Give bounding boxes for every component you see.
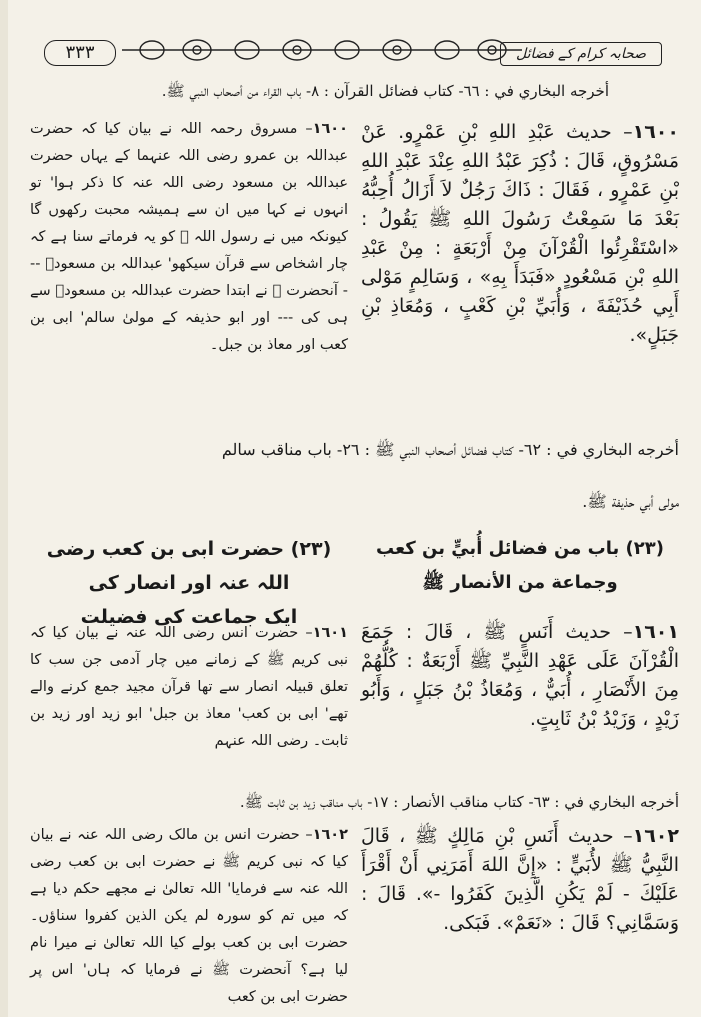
book-title: صحابہ کرام کے فضائل xyxy=(500,42,662,66)
hadith-text: – حديث عَبْدِ اللهِ بْنِ عَمْرٍو. عَنْ مَسْرُوقٍ، قَالَ : ذُكِرَ عَبْدُ اللهِ عِنْدَ عَبْدِ اللهِ بْنِ عَمْرٍو ، فَقَالَ : ذَاكَ رَجُلٌ لاَ أَزَالُ أُحِبُّهُ بَعْدَ مَا سَمِعْتُ رَسُولَ اللهِ ﷺ يَقُولُ : «اسْتَقْرِئُوا الْقُرْآنَ مِنْ أَرْبَعَةٍ : مِنْ عَبْدِ اللهِ بْنِ مَسْعُودٍ «فَبَدَأَ بِهِ» ، وَسَالِمٍ مَوْلى أَبِي حُذَيْفَةَ ، وَأُبَيِّ بْنِ كَعْبٍ ، وَمُعَاذِ بْنِ جَبَلٍ». xyxy=(361,121,679,346)
scan-edge xyxy=(0,0,8,1017)
hadith-1601-urdu xyxy=(30,620,348,755)
reference-line: مولى أبي حذيفة ﷺ. xyxy=(582,492,679,511)
hadith-number: ١٦٠١ xyxy=(632,621,679,643)
chapter-heading-urdu xyxy=(30,532,348,634)
hadith-number: ١٦٠٢ xyxy=(312,827,348,843)
ornamental-border-icon xyxy=(122,36,522,64)
chapter-heading-line: وجماعة من الأنصار ﷺ xyxy=(422,572,618,593)
page-number: ٣٣٣ xyxy=(44,40,116,66)
hadith-translation: – حضرت انس بن مالک رضی اللہ عنہ نے بیان کیا کہ نبی کریم ﷺ نے حضرت ابی بن کعب رضی اللہ عنہ سے فرمایا' اللہ تعالیٰ نے مجھے حکم دیا ہے کہ میں تم کو سورہ لم یکن الذین کفروا سناؤں۔ حضرت ابی بن کعب بولے کیا اللہ تعالیٰ نے میرا نام لیا ہے؟ آنحضرت ﷺ نے فرمایا کہ ہاں' اس پر حضرت ابی بن کعب xyxy=(30,827,348,1005)
reference-line: أخرجه البخاري في : ٦٣- كتاب مناقب الأنصار : ١٧- باب مناقب زيد بن ثابت ﷺ. xyxy=(239,793,679,811)
hadith-1602-urdu xyxy=(30,822,348,1011)
hadith-number: ١٦٠٢ xyxy=(632,825,679,847)
reference-line: أخرجه البخاري في : ٦٢- كتاب فضائل أصحاب النبي ﷺ : ٢٦- باب مناقب سالم xyxy=(221,440,679,459)
hadith-text: – حديث أَنَسٍ ﷺ ، قَالَ : جَمَعَ الْقُرْآنَ عَلَى عَهْدِ النَّبِيِّ ﷺ أَرْبَعَةٌ : كُلُّهُمْ مِنَ الأَنْصَارِ ، أُبَيٌّ ، وَمُعَاذُ بْنُ جَبَلٍ ، وَأَبُو زَيْدٍ ، وَزَيْدُ بْنُ ثَابِتٍ. xyxy=(361,621,679,730)
hadith-1601-arabic xyxy=(361,618,679,734)
hadith-1600-arabic xyxy=(361,118,679,350)
hadith-1600-urdu xyxy=(30,116,348,359)
chapter-heading-arabic xyxy=(361,532,679,600)
page-header xyxy=(14,34,686,68)
chapter-heading-line: (٢٣) حضرت ابی بن کعب رضی اللہ عنہ اور انصار کی xyxy=(46,538,332,594)
hadith-number: ١٦٠٠ xyxy=(312,121,348,137)
hadith-1602-arabic xyxy=(361,822,679,938)
hadith-translation: – حضرت انس رضی اللہ عنہ نے بیان کیا کہ نبی کریم ﷺ کے زمانے میں چار آدمی جن سب کا تعلق قبیلہ انصار سے تھا قرآن مجید جمع کرنے والے تھے' ابی بن کعب' معاذ بن جبل' ابو زید اور زید بن ثابت۔ رضی اللہ عنہم xyxy=(30,625,348,749)
hadith-translation: – مسروق رحمہ اللہ نے بیان کیا کہ حضرت عبداللہ بن عمرو رضی اللہ عنہما کے یہاں حضرت عبداللہ بن مسعود رضی اللہ عنہ کا ذکر ہوا' تو انہوں نے کہا میں ان سے ہمیشہ محبت رکھوں گا کیونکہ میں نے رسول اللہ ﷺ کو یہ فرماتے سنا ہے کہ چار اشخاص سے قرآن سیکھو' عبداللہ بن مسعودؓ --- آنحضرت ﷺ نے ابتدا حضرت عبداللہ بن مسعودؓ سے ہی کی --- اور ابو حذیفہ کے مولیٰ سالم' ابی بن کعب اور معاذ بن جبل۔ xyxy=(30,121,348,353)
reference-line: أخرجه البخاري في : ٦٦- كتاب فضائل القرآن : ٨- باب القراء من أصحاب النبي ﷺ. xyxy=(161,82,609,100)
chapter-heading-line: ایک جماعت کی فضیلت xyxy=(80,606,298,628)
hadith-number: ١٦٠٠ xyxy=(632,121,679,143)
hadith-text: – حديث أَنَسِ بْنِ مَالِكٍ ﷺ ، قَالَ النَّبِيُّ ﷺ لأُبَيٍّ : «إِنَّ اللهَ أَمَرَنِي أَنْ أَقْرَأَ عَلَيْكَ - لَمْ يَكُنِ الَّذِينَ كَفَرُوا -». قَالَ : وَسَمَّانِي؟ قَالَ : «نَعَمْ». فَبَكى. xyxy=(361,825,679,934)
chapter-heading-line: (٢٣) باب من فضائل أُبيٍّ بن كعب xyxy=(376,538,664,559)
hadith-number: ١٦٠١ xyxy=(312,625,348,641)
